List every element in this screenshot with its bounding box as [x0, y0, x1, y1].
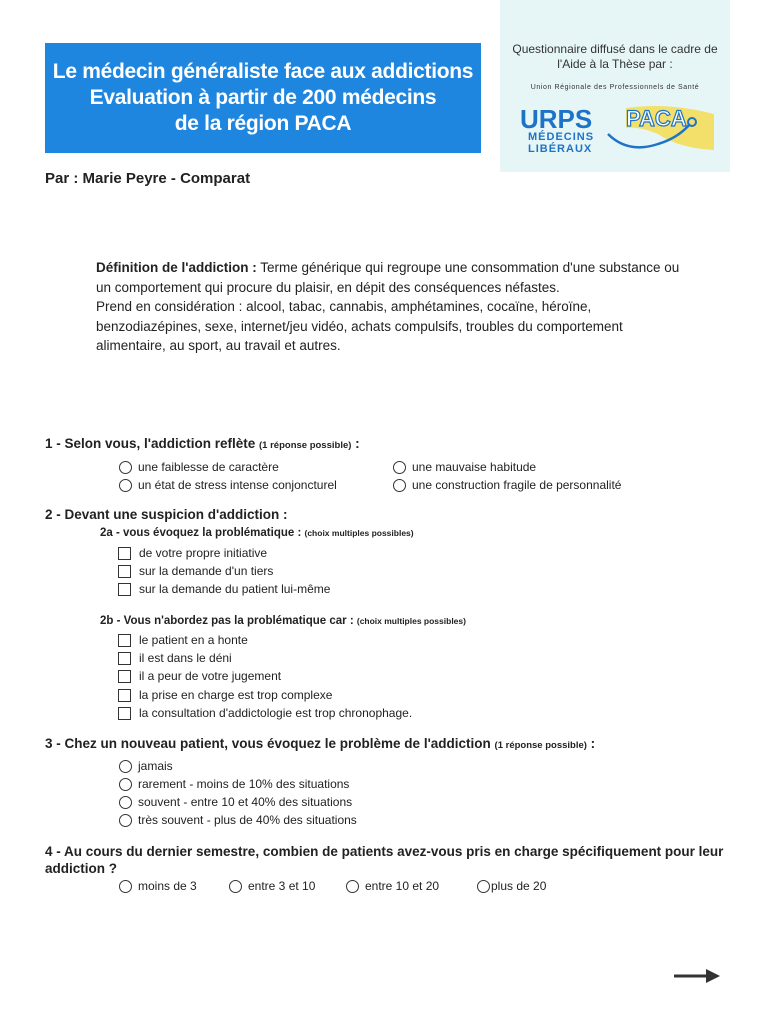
question-1	[45, 436, 360, 451]
author: Par : Marie Peyre - Comparat	[45, 170, 251, 187]
union-text: Union Régionale des Professionnels de Santé	[530, 84, 700, 91]
option-label: une mauvaise habitude	[412, 460, 537, 474]
option-label: sur la demande du patient lui-même	[139, 582, 331, 596]
question-2b	[100, 615, 466, 627]
option-label: un état de stress intense conjoncturel	[138, 478, 337, 492]
question-3-label: 3 - Chez un nouveau patient, vous évoquez le problème de l'addiction	[45, 736, 495, 751]
radio-icon[interactable]	[119, 880, 132, 893]
definition-line-2: un comportement qui procure du plaisir, en dépit des conséquences néfastes.	[96, 279, 560, 295]
question-4-line-2: addiction ?	[45, 861, 117, 876]
sponsor-line-1: Questionnaire diffusé dans le cadre de	[512, 42, 718, 56]
title-line-1: Le médecin généraliste face aux addictions	[52, 60, 474, 83]
q1-option-3[interactable]	[119, 476, 337, 494]
logo-medecins: MÉDECINS	[528, 131, 595, 143]
question-1-label: 1 - Selon vous, l'addiction reflète	[45, 436, 260, 451]
option-label: de votre propre initiative	[139, 546, 268, 560]
question-3	[45, 736, 595, 751]
radio-icon[interactable]	[393, 479, 406, 492]
urps-paca-logo	[518, 104, 718, 156]
radio-icon[interactable]	[477, 880, 490, 893]
radio-icon[interactable]	[119, 461, 132, 474]
definition-line-3: Prend en considération : alcool, tabac, cannabis, amphétamines, cocaïne, héroïne,	[96, 299, 592, 314]
checkbox-icon[interactable]	[118, 634, 131, 647]
logo-urps: URPS	[520, 104, 593, 134]
radio-icon[interactable]	[119, 814, 132, 827]
radio-icon[interactable]	[229, 880, 242, 893]
definition-block	[96, 258, 696, 356]
question-2b-note: (choix multiples possibles)	[356, 616, 466, 626]
option-label: la consultation d'addictologie est trop chronophage.	[139, 706, 413, 720]
q2a-option-3[interactable]	[118, 580, 330, 598]
question-4	[45, 843, 725, 877]
question-3-note: (1 réponse possible)	[494, 740, 587, 751]
q1-option-4[interactable]	[393, 476, 621, 494]
title-line-3: de la région PACA	[174, 112, 352, 135]
q3-option-3[interactable]	[119, 793, 352, 811]
option-label: plus de 20	[491, 879, 547, 893]
option-label: la prise en charge est trop complexe	[139, 688, 333, 702]
title-line-2: Evaluation à partir de 200 médecins	[89, 86, 437, 109]
radio-icon[interactable]	[346, 880, 359, 893]
definition-line-4: benzodiazépines, sexe, internet/jeu vidéo, achats compulsifs, troubles du comportement	[96, 318, 623, 334]
checkbox-icon[interactable]	[118, 670, 131, 683]
option-label: une faiblesse de caractère	[138, 460, 279, 474]
checkbox-icon[interactable]	[118, 547, 131, 560]
option-label: rarement - moins de 10% des situations	[138, 777, 350, 791]
radio-icon[interactable]	[119, 760, 132, 773]
option-label: moins de 3	[138, 879, 197, 893]
question-1-note: (1 réponse possible)	[259, 440, 352, 451]
q4-option-1[interactable]	[119, 877, 197, 895]
q3-option-2[interactable]	[119, 775, 349, 793]
option-label: souvent - entre 10 et 40% des situations	[138, 795, 353, 809]
option-label: une construction fragile de personnalité	[412, 478, 622, 492]
question-3-suffix: :	[586, 736, 596, 751]
question-2a	[100, 527, 414, 539]
option-label: entre 3 et 10	[248, 879, 316, 893]
definition-label: Définition de l'addiction :	[96, 260, 257, 275]
question-2a-label: 2a - vous évoquez la problématique :	[100, 527, 305, 539]
sponsor-panel	[500, 0, 730, 172]
checkbox-icon[interactable]	[118, 583, 131, 596]
option-label: le patient en a honte	[139, 633, 248, 647]
q1-option-2[interactable]	[393, 458, 536, 476]
q2a-option-1[interactable]	[118, 544, 267, 562]
option-label: sur la demande d'un tiers	[139, 564, 274, 578]
option-label: jamais	[138, 759, 173, 773]
q3-option-4[interactable]	[119, 811, 357, 829]
definition-line-5: alimentaire, au sport, au travail et autres.	[96, 338, 341, 353]
definition-line-1: Terme générique qui regroupe une consommation d'une substance ou	[256, 260, 680, 275]
question-2b-label: 2b - Vous n'abordez pas la problématique car :	[100, 615, 357, 627]
q2b-option-1[interactable]	[118, 631, 248, 649]
logo-liberaux: LIBÉRAUX	[528, 143, 593, 155]
q2b-option-4[interactable]	[118, 686, 332, 704]
question-4-line-1: 4 - Au cours du dernier semestre, combien de patients avez-vous pris en charge spécifiquement pour leur	[45, 844, 724, 859]
q4-option-3[interactable]	[346, 877, 439, 895]
option-label: il a peur de votre jugement	[139, 669, 282, 683]
sponsor-line-2: l'Aide à la Thèse par :	[557, 57, 673, 71]
checkbox-icon[interactable]	[118, 565, 131, 578]
checkbox-icon[interactable]	[118, 707, 131, 720]
question-2-label: 2 - Devant une suspicion d'addiction :	[45, 507, 288, 522]
question-2a-note: (choix multiples possibles)	[304, 528, 414, 538]
q4-option-4[interactable]	[477, 877, 546, 895]
checkbox-icon[interactable]	[118, 689, 131, 702]
q2a-option-2[interactable]	[118, 562, 273, 580]
title-banner	[45, 43, 481, 153]
q1-option-1[interactable]	[119, 458, 279, 476]
option-label: il est dans le déni	[139, 651, 232, 665]
q2b-option-3[interactable]	[118, 667, 281, 685]
logo-paca: PACA	[626, 106, 687, 131]
radio-icon[interactable]	[393, 461, 406, 474]
question-1-suffix: :	[351, 436, 360, 451]
radio-icon[interactable]	[119, 479, 132, 492]
radio-icon[interactable]	[119, 796, 132, 809]
q4-option-2[interactable]	[229, 877, 315, 895]
option-label: très souvent - plus de 40% des situations	[138, 813, 357, 827]
q2b-option-2[interactable]	[118, 649, 232, 667]
radio-icon[interactable]	[119, 778, 132, 791]
q3-option-1[interactable]	[119, 757, 173, 775]
q2b-option-5[interactable]	[118, 704, 412, 722]
option-label: entre 10 et 20	[365, 879, 440, 893]
next-page-arrow-icon[interactable]	[672, 966, 722, 986]
checkbox-icon[interactable]	[118, 652, 131, 665]
